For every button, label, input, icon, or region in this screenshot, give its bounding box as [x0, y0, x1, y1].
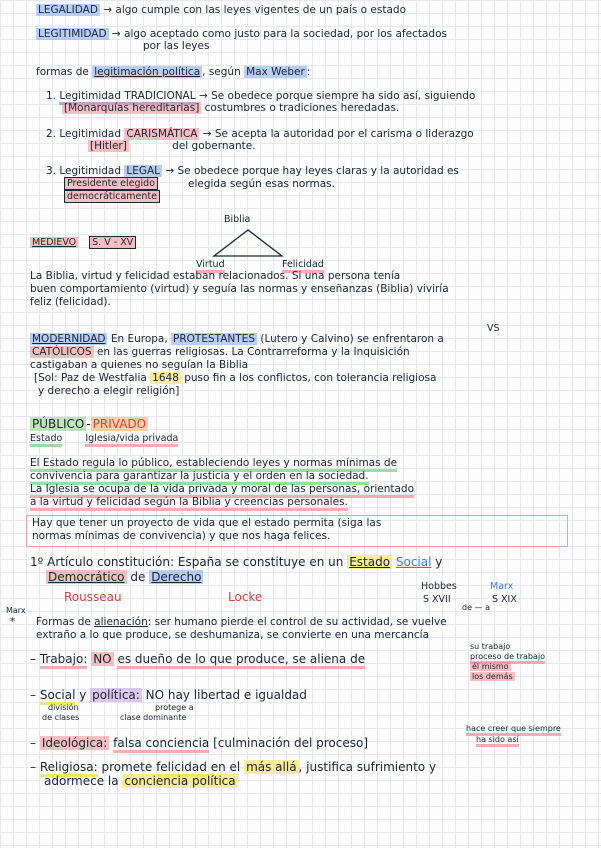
- note-line-1: Hay que tener un proyecto de vida que el estado permita (siga las: [32, 517, 382, 529]
- item-1-example: [Monarquías hereditarias]: [64, 102, 200, 114]
- ideologica-text: falsa conciencia: [113, 736, 209, 753]
- item-2-example: [Hitler]: [90, 140, 127, 152]
- modernidad-vs: VS: [487, 323, 500, 334]
- alienacion-intro-b: : ser humano pierde el control de su actividad, se vuelve: [147, 616, 447, 628]
- publico-privado-sub: [30, 432, 178, 445]
- trabajo-option-3: [470, 662, 511, 672]
- publico-text-2: [30, 470, 369, 483]
- item-2-num: 2.: [46, 128, 57, 140]
- item-3-head: Legitimidad: [59, 165, 122, 177]
- hobbes-label: Hobbes: [421, 581, 457, 592]
- religiosa-text-b: en el: [210, 760, 241, 774]
- legitimidad-text: → algo aceptado como justo para la sociedad, por los afectados: [111, 28, 447, 40]
- medievo-title: MEDIEVO: [32, 237, 77, 248]
- alienacion-word: alienación: [94, 616, 148, 628]
- privado-title: PRIVADO: [92, 417, 147, 431]
- democratico-word: Democrático: [48, 570, 125, 584]
- trabajo-option-2-text: proceso de trabajo: [470, 652, 545, 664]
- weber-intro-by: , según: [202, 66, 241, 78]
- medievo-text-2: buen comportamiento (virtud) y seguía las normas y enseñanzas (Biblia) viviría: [30, 283, 449, 295]
- medievo-text-3: feliz (felicidad).: [30, 296, 111, 308]
- trabajo-label: Trabajo:: [40, 652, 88, 669]
- weber-intro-hl: legitimación política: [94, 66, 201, 78]
- locke-label: Locke: [228, 590, 263, 604]
- item-3-example: Presidente elegido: [64, 177, 158, 190]
- ideologica-note: [466, 724, 561, 734]
- religiosa-line: – Religiosa: promete felicidad en el más allá , justifica sufrimiento y: [30, 760, 436, 775]
- religiosa-text-c: , justifica sufrimiento y: [298, 760, 437, 774]
- religiosa-text2-a: adormece la: [44, 774, 119, 788]
- virtud-label: Virtud: [196, 259, 225, 273]
- legitimidad-line: [36, 28, 447, 41]
- item-3-example-2: democráticamente: [64, 190, 160, 203]
- social-sub-2b: clase dominante: [120, 713, 187, 722]
- social-word: Social: [395, 555, 432, 569]
- item-3-example-box: [64, 177, 158, 190]
- modernidad-line-5: y derecho a elegir religión]: [38, 385, 180, 397]
- modernidad-line-4: [34, 372, 436, 385]
- item-3-head-hl: LEGAL: [126, 165, 161, 177]
- estado-sub: Estado: [30, 433, 62, 447]
- trabajo-text: es dueño de lo que produce, se aliena de: [117, 652, 365, 669]
- item-1-text: → Se obedece porque siempre ha sido así, siguiendo: [198, 90, 476, 102]
- modernidad-title: MODERNIDAD: [32, 333, 106, 345]
- marx-century: S XIX: [492, 594, 517, 605]
- publico-text-2-content: convivencia para garantizar la justicia y el orden en la sociedad.: [30, 470, 369, 485]
- derecho-word: Derecho: [151, 570, 202, 584]
- item-2-head: Legitimidad: [59, 128, 122, 140]
- religiosa-felicidad: felicidad: [156, 760, 207, 777]
- medievo-century: S. V - XV: [89, 236, 136, 249]
- felicidad-label: Felicidad: [282, 259, 324, 273]
- alienacion-intro-a: Formas de: [36, 616, 91, 628]
- trabajo-no: NO: [93, 652, 112, 666]
- weber-intro-end: :: [306, 66, 311, 78]
- privado-text-2-content: a la virtud y felicidad según la Biblia y creencias personales.: [30, 496, 348, 511]
- trabajo-option-3-text: él mismo: [472, 662, 509, 671]
- social-sub-2: protege a: [155, 703, 194, 712]
- trabajo-option-4: [470, 672, 515, 682]
- religiosa-label: Religiosa:: [40, 760, 98, 777]
- alienacion-star: *: [10, 616, 16, 628]
- social-sub-1: división: [48, 703, 79, 712]
- ideologica-label: Ideológica:: [41, 736, 108, 750]
- legalidad-text: → algo cumple con las leyes vigentes de un país o estado: [103, 4, 406, 16]
- item-2-text2: del gobernante.: [172, 140, 256, 152]
- religiosa-text-a: promete: [101, 760, 153, 774]
- medievo-text-1: La Biblia, virtud y felicidad estaban relacionados. Si una persona tenía: [30, 270, 401, 282]
- hobbes-century: S XVII: [423, 594, 451, 605]
- social-y: y: [79, 688, 87, 702]
- y-word: y: [435, 555, 443, 569]
- protestantes-hl: PROTESTANTES: [173, 333, 255, 345]
- item-1-head: Legitimidad TRADICIONAL: [59, 90, 195, 105]
- alienacion-intro: [36, 616, 447, 629]
- publico-text-1: [30, 457, 397, 470]
- weber-item-1-line2: [62, 102, 399, 115]
- item-1-text2: costumbres o tradiciones heredadas.: [204, 102, 400, 114]
- modernidad-line1-b: (Lutero y Calvino) se enfrentaron a: [260, 333, 444, 345]
- modernidad-line4-b: puso fin a los conflictos, con tolerancia religiosa: [184, 372, 437, 384]
- triangle-diagram: [212, 228, 284, 258]
- trabajo-option-2: [470, 652, 545, 662]
- modernidad-line4-a: [Sol: Paz de Westfalia: [34, 372, 147, 384]
- social-line: – Social y política: NO hay libertad e igualdad: [30, 688, 307, 703]
- modernidad-line-1: [30, 333, 444, 346]
- westfalia-year: 1648: [152, 372, 179, 384]
- legitimidad-text-2: por las leyes: [143, 40, 210, 52]
- modernidad-line2-b: en las guerras religiosas. La Contrarreforma y la Inquisición: [96, 346, 410, 358]
- iglesia-sub: Iglesia/vida privada: [85, 433, 178, 447]
- trabajo-option-1: su trabajo: [470, 642, 511, 651]
- publico-title: PÚBLICO: [32, 417, 85, 431]
- publico-text-1-content: El Estado regula lo público, estableciendo leyes y normas mínimas de: [30, 457, 397, 472]
- item-3-text2: elegida según esas normas.: [188, 178, 335, 190]
- item-3-num: 3.: [46, 165, 57, 177]
- trabajo-line: – Trabajo: NO es dueño de lo que produce, se aliena de: [30, 652, 365, 667]
- estado-word: Estado: [349, 555, 391, 569]
- weber-author: Max Weber: [246, 66, 305, 78]
- de-word: de: [130, 570, 146, 584]
- de-a-label: de — a: [462, 603, 490, 612]
- religiosa-line-2: [44, 774, 238, 789]
- note-line-2: normas mínimas de convivencia) y que nos haga felices.: [32, 530, 331, 542]
- marx-side-note: Marx: [6, 606, 26, 615]
- religiosa-mas-alla: más allá: [246, 760, 297, 774]
- constitucion-line-1: [30, 555, 442, 570]
- rousseau-label: Rousseau: [64, 590, 122, 604]
- modernidad-line-2: [30, 346, 410, 359]
- ideologica-note-1: hace creer que siempre: [466, 724, 561, 736]
- alienacion-intro-2: extraño a lo que produce, se deshumaniza, se convierte en una mercancía: [36, 629, 430, 641]
- weber-intro-a: formas de: [36, 66, 89, 78]
- modernidad-line-3: castigaban a quienes no seguían la Biblia: [30, 359, 249, 371]
- triangle-top-label: Biblia: [224, 214, 251, 225]
- weber-intro: [36, 66, 310, 79]
- privado-text-1: [30, 483, 414, 496]
- social-label: Social: [40, 688, 76, 705]
- item-2-head-hl: CARISMÁTICA: [126, 128, 198, 140]
- item-1-num: 1.: [46, 90, 57, 102]
- constitucion-text: 1º Artículo constitución: España se constituye en un: [30, 555, 344, 569]
- ideologica-line: – Ideológica: falsa conciencia [culminación del proceso]: [30, 736, 368, 751]
- politica-label: política:: [92, 688, 140, 702]
- social-sub-1b: de clases: [42, 713, 80, 722]
- legalidad-line: [36, 4, 406, 17]
- trabajo-option-4-text: los demás: [472, 672, 513, 681]
- item-3-text: → Se obedece porque hay leyes claras y la autoridad es: [165, 165, 459, 177]
- modernidad-line1-a: En Europa,: [110, 333, 168, 345]
- marx-label: Marx: [490, 581, 514, 592]
- publico-privado-title: [30, 417, 148, 432]
- ideologica-text2: [culminación del proceso]: [213, 736, 369, 750]
- item-2-text: → Se acepta la autoridad por el carisma o liderazgo: [202, 128, 474, 140]
- conciencia-politica: conciencia política: [124, 774, 236, 788]
- weber-item-2-line2: [88, 140, 256, 153]
- privado-text-2: [30, 496, 348, 509]
- title-separator: -: [86, 417, 91, 431]
- item-3-example-box-2: [64, 190, 160, 203]
- constitucion-line-2: [46, 570, 203, 585]
- social-text: NO hay libertad e igualdad: [145, 688, 307, 702]
- catolicos-hl: CATÓLICOS: [32, 346, 92, 358]
- ideologica-note-line2: [476, 735, 519, 745]
- legitimidad-term: LEGITIMIDAD: [38, 28, 107, 40]
- medievo-label: [30, 236, 136, 249]
- privado-text-1-content: La Iglesia se ocupa de la vida privada y moral de las personas, orientado: [30, 483, 414, 498]
- legalidad-term: LEGALIDAD: [38, 4, 98, 16]
- ideologica-note-2: ha sido así: [476, 735, 519, 747]
